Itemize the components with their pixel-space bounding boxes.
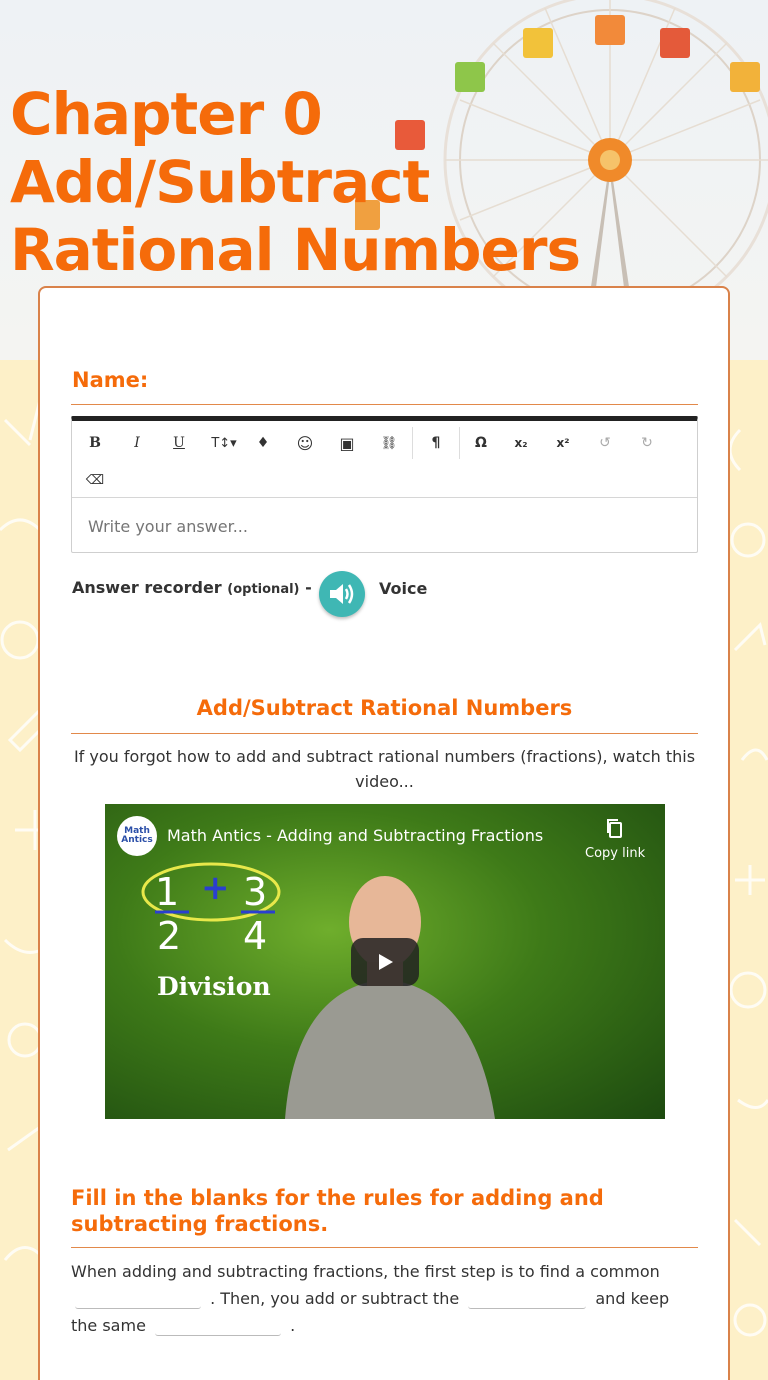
special-char-button[interactable]: Ω	[475, 435, 487, 451]
link-button[interactable]: ⛓	[380, 435, 398, 451]
toolbar-separator	[412, 427, 413, 459]
video-title[interactable]: Math Antics - Adding and Subtracting Fractions	[167, 826, 544, 845]
redo-button[interactable]: ↻	[641, 435, 653, 451]
copy-icon[interactable]	[605, 818, 623, 838]
copy-link-button[interactable]: Copy link	[585, 846, 646, 861]
name-divider	[71, 404, 698, 405]
editor-toolbar	[72, 421, 697, 498]
fill-text-part1: When adding and subtracting fractions, the first step is to find a common	[71, 1262, 660, 1281]
section-divider	[71, 733, 698, 734]
video-overlay-word: Division	[157, 972, 271, 1001]
toolbar-separator	[459, 427, 460, 459]
blank-input-1[interactable]	[75, 1287, 201, 1309]
recorder-dash: -	[305, 578, 312, 597]
subscript-button[interactable]: x₂	[514, 436, 528, 450]
name-label: Name:	[72, 368, 149, 392]
fill-text-part3: and keep the same	[71, 1289, 670, 1335]
superscript-button[interactable]: x²	[556, 436, 570, 450]
underline-button[interactable]: U	[173, 435, 185, 451]
video-embed[interactable]	[105, 804, 665, 1119]
clear-format-button[interactable]: ⌫	[85, 472, 105, 488]
speaker-icon	[328, 581, 356, 607]
image-button[interactable]: ▣	[339, 433, 355, 453]
blank-input-3[interactable]	[155, 1314, 281, 1336]
paragraph-button[interactable]: ¶	[431, 435, 441, 451]
section-intro: If you forgot how to add and subtract rational numbers (fractions), watch this video...	[73, 747, 696, 791]
page-title: Chapter 0 Add/Subtract Rational Numbers	[10, 80, 581, 284]
text-size-button[interactable]: T↕▾	[211, 435, 237, 451]
channel-logo[interactable]: Math Antics	[117, 816, 157, 856]
answer-recorder-label	[72, 578, 312, 597]
emoji-button[interactable]: ☺	[296, 433, 314, 453]
fraction2-numerator: 3	[243, 870, 268, 914]
fill-divider	[71, 1247, 698, 1248]
bold-button[interactable]: B	[89, 435, 101, 451]
fill-blanks-text	[71, 1258, 698, 1339]
recorder-optional-text: (optional)	[227, 582, 300, 597]
recorder-label-text: Answer recorder	[72, 578, 222, 597]
fill-text-part4: .	[290, 1316, 296, 1335]
answer-input[interactable]	[88, 517, 678, 536]
fill-text-part2: . Then, you add or subtract the	[210, 1289, 460, 1308]
voice-label: Voice	[379, 579, 428, 598]
undo-button[interactable]: ↺	[599, 435, 611, 451]
blank-input-2[interactable]	[468, 1287, 586, 1309]
rich-text-editor	[71, 416, 698, 553]
voice-record-button[interactable]	[319, 571, 365, 617]
text-color-button[interactable]: ♦	[256, 435, 270, 451]
fill-blanks-heading: Fill in the blanks for the rules for adding and subtracting fractions.	[71, 1186, 604, 1236]
play-button[interactable]	[351, 938, 419, 986]
section-heading: Add/Subtract Rational Numbers	[196, 696, 573, 720]
fraction-operator: +	[201, 868, 230, 908]
fraction2-denominator: 4	[243, 914, 268, 958]
fraction1-numerator: 1	[155, 870, 180, 914]
fraction1-denominator: 2	[157, 914, 182, 958]
italic-button[interactable]: I	[134, 435, 140, 451]
worksheet-card	[38, 286, 730, 1380]
play-icon	[375, 952, 395, 972]
